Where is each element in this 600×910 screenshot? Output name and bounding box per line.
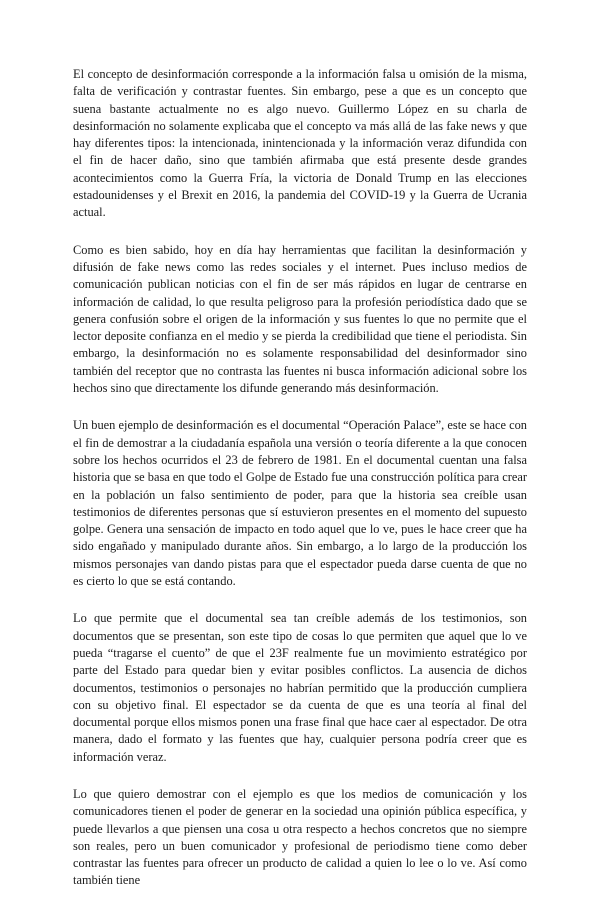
paragraph-credibilidad-documental: Lo que permite que el documental sea tan creíble además de los testimonios, son documentos que se presentan, son este tipo de cosas lo que permiten que aquel que lo ve pueda “tragarse el cuento” de que el 23F realmente fue un movimiento estratégico por parte del Estado para quedar bien y evitar posibles conflictos. La ausencia de dichos documentos, testimonios o personajes no habrían permitido que la producción cumpliera con su objetivo final. El espectador se da cuenta de que es una teoría al final del documental porque ellos mismos ponen una frase final que hace caer al espectador. De otra manera, dado el formato y las fuentes que hay, cualquier persona podría creer que es información veraz.	[73, 611, 527, 764]
paragraph-desinformacion-concepto: El concepto de desinformación corresponde a la información falsa u omisión de la misma, falta de verificación y contrastar fuentes. Sin embargo, pese a que es un concepto que suena bastante actualmente no es algo nuevo. Guillermo López en su charla de desinformación no solamente explicaba que el concepto va más allá de las fake news y que hay diferentes tipos: la intencionada, inintencionada y la información veraz difundida con el fin de hacer daño, sino que también afirmaba que está presente desde grandes acontecimientos como la Guerra Fría, la victoria de Donald Trump en las elecciones estadounidenses y el Brexit en 2016, la pandemia del COVID-19 y la Guerra de Ucrania actual.	[73, 67, 527, 220]
paragraph-poder-medios: Lo que quiero demostrar con el ejemplo es que los medios de comunicación y los comunicadores tienen el poder de generar en la sociedad una opinión pública específica, y puede llevarlos a que piensen una cosa u otra respecto a hechos concretos que no siempre son reales, pero un buen comunicador y profesional de periodismo tiene como deber contrastar las fuentes para ofrecer un producto de calidad a quien lo lee o lo ve. Así como también tiene	[73, 786, 527, 888]
paragraph-operacion-palace: Un buen ejemplo de desinformación es el documental “Operación Palace”, este se hace con el fin de demostrar a la ciudadanía española una versión o teoría diferente a la que conocen sobre los hechos ocurridos el 23 de febrero de 1981. En el documental cuentan una falsa historia que se basa en que todo el Golpe de Estado fue una construcción política para crear en la población un falso sentimiento de poder, para que la historia sea creíble usan testimonios de diferentes personas que sí estuvieron presentes en el momento del supuesto golpe. Genera una sensación de impacto en todo aquel que lo ve, pues le hace creer que ha sido engañado y manipulado durante años. Sin embargo, a lo largo de la producción los mismos personajes van dando pistas para que el espectador pueda darse cuenta de que no es cierto lo que se está contando.	[73, 418, 527, 589]
document-body	[73, 66, 527, 910]
paragraph-herramientas-difusion: Como es bien sabido, hoy en día hay herramientas que facilitan la desinformación y difusión de fake news como las redes sociales y el internet. Pues incluso medios de comunicación publican noticias con el fin de ser más rápidos en lugar de centrarse en información de calidad, lo que resulta peligroso para la profesión periodística dado que se genera confusión sobre el origen de la información y sus fuentes lo que no permite que el lector deposite confianza en el medio y se pierda la credibilidad que tiene el periodista. Sin embargo, la desinformación no es solamente responsabilidad del desinformador sino también del receptor que no contrasta las fuentes ni busca información adicional sobre los hechos sino que directamente los difunde generando más desinformación.	[73, 242, 527, 396]
